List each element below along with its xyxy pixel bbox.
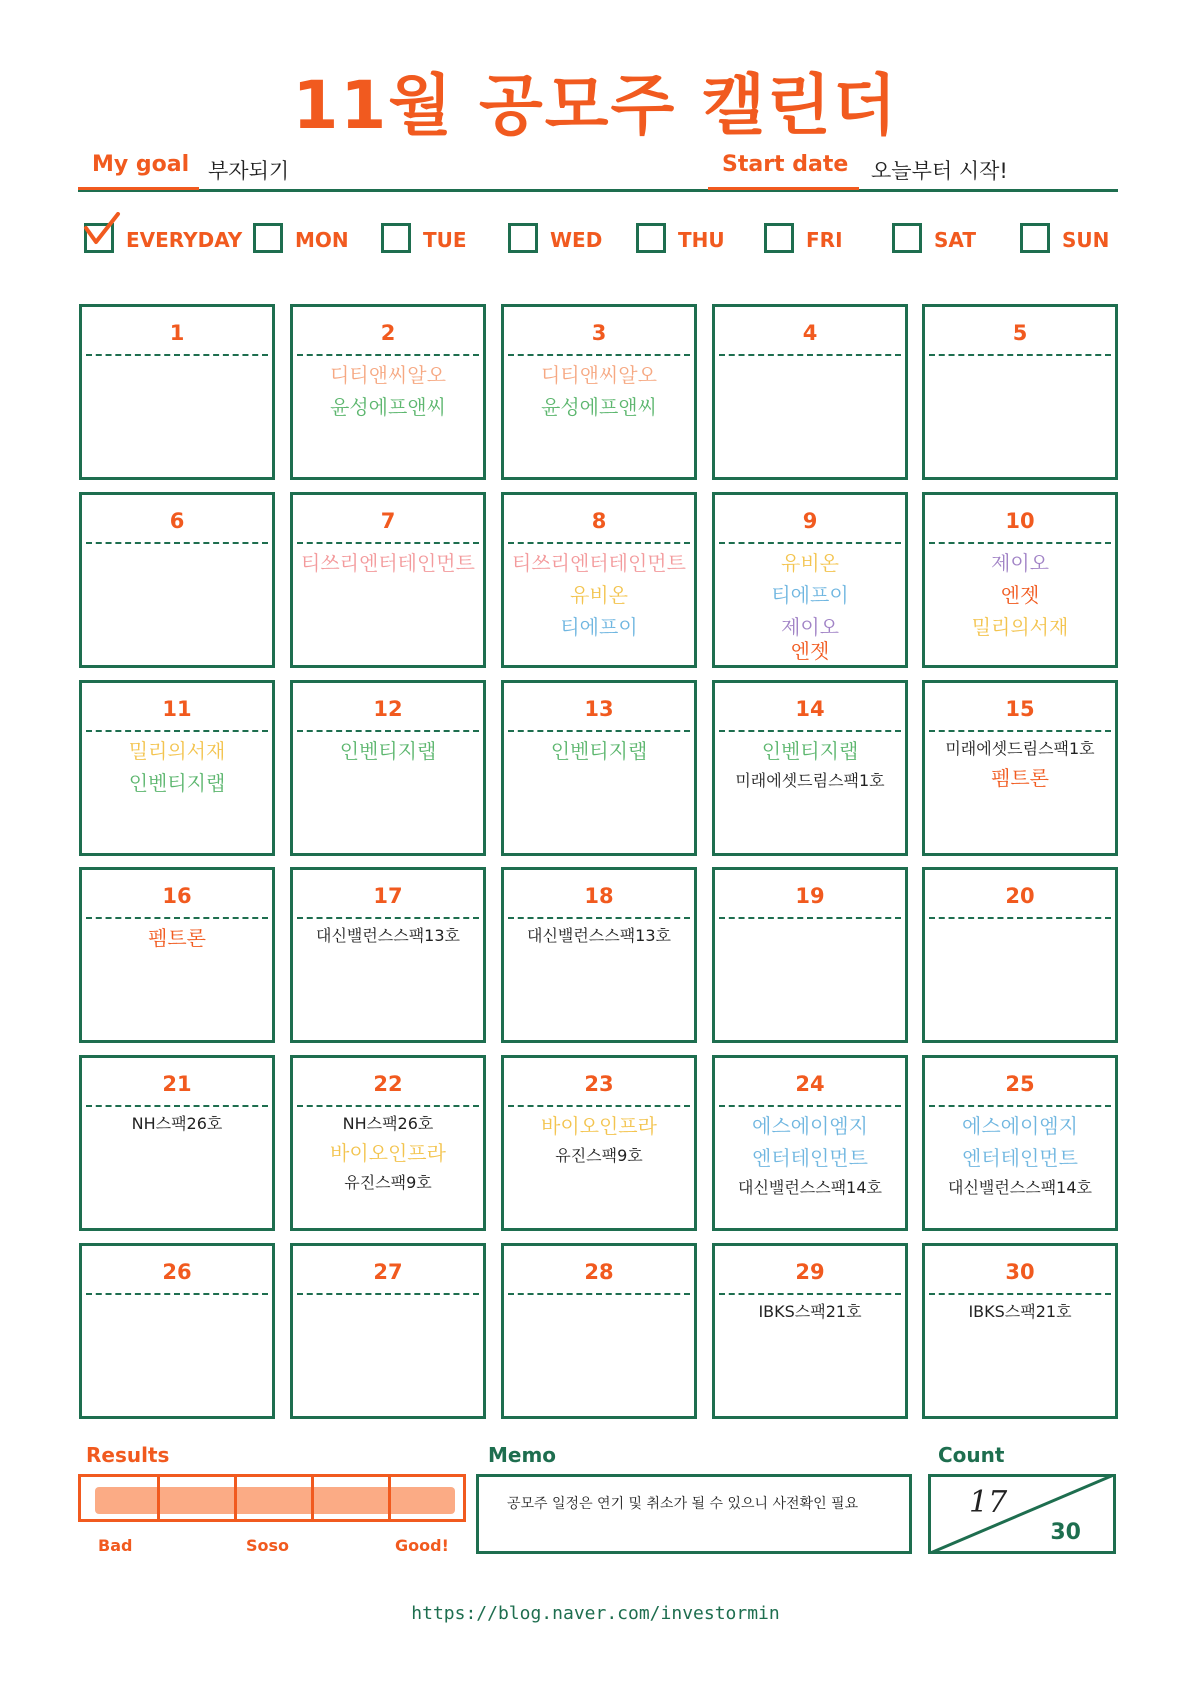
- calendar-day-divider: [719, 1105, 901, 1107]
- calendar-day-cell[interactable]: [712, 1243, 908, 1419]
- calendar-day-divider: [86, 542, 268, 544]
- calendar-event: 윤성에프앤씨: [541, 395, 657, 419]
- calendar-day-cell[interactable]: [501, 492, 697, 668]
- day-checkbox-mon[interactable]: [253, 223, 283, 253]
- calendar-day-cell[interactable]: [922, 492, 1118, 668]
- calendar-event-list: [925, 1114, 1115, 1205]
- start-date-value[interactable]: 오늘부터 시작!: [871, 159, 1008, 183]
- calendar-day-number: 10: [1005, 509, 1035, 533]
- calendar-event-list: [715, 1114, 905, 1205]
- calendar-event-list: [504, 926, 694, 953]
- memo-text: 공모주 일정은 연기 및 취소가 될 수 있으니 사전확인 필요: [507, 1496, 859, 1512]
- calendar-day-number: 8: [591, 509, 607, 533]
- calendar-event: 유진스팩9호: [555, 1146, 643, 1165]
- calendar-day-cell[interactable]: [501, 1055, 697, 1231]
- results-label: Results: [86, 1443, 170, 1467]
- calendar-day-cell[interactable]: [290, 680, 486, 856]
- results-soso-label: Soso: [246, 1536, 290, 1555]
- calendar-event: 인벤티지랩: [339, 739, 437, 763]
- calendar-day-divider: [929, 1105, 1111, 1107]
- calendar-day-number: 11: [162, 697, 192, 721]
- calendar-event-list: [925, 739, 1115, 798]
- calendar-event: 엔젯: [790, 639, 830, 663]
- calendar-day-divider: [86, 917, 268, 919]
- calendar-event: 티에프이: [771, 583, 849, 607]
- calendar-day-number: 7: [380, 509, 396, 533]
- count-value: 17: [969, 1485, 1008, 1520]
- calendar-event: 유비온: [781, 551, 839, 575]
- calendar-event-list: [293, 926, 483, 953]
- calendar-event-list: [715, 739, 905, 798]
- calendar-event-list: [925, 1302, 1115, 1329]
- calendar-event: 바이오인프라: [541, 1114, 657, 1138]
- calendar-event-list: [82, 1114, 272, 1141]
- calendar-day-cell[interactable]: [922, 867, 1118, 1043]
- calendar-day-divider: [719, 730, 901, 732]
- calendar-event: 티쓰리엔터테인먼트: [301, 551, 475, 575]
- start-date-underline-accent: [708, 187, 859, 190]
- calendar-day-divider: [86, 354, 268, 356]
- day-label-mon: MON: [295, 228, 349, 252]
- calendar-day-cell[interactable]: [712, 867, 908, 1043]
- calendar-day-number: 22: [373, 1072, 403, 1096]
- calendar-day-cell[interactable]: [922, 1055, 1118, 1231]
- calendar-event-list: [504, 363, 694, 427]
- calendar-day-number: 25: [1005, 1072, 1035, 1096]
- day-checkbox-fri[interactable]: [764, 223, 794, 253]
- calendar-day-cell[interactable]: [922, 1243, 1118, 1419]
- calendar-event: IBKS스팩21호: [758, 1302, 862, 1321]
- calendar-day-divider: [929, 1293, 1111, 1295]
- calendar-day-cell[interactable]: [501, 1243, 697, 1419]
- day-label-fri: FRI: [806, 228, 843, 252]
- calendar-event-list: [715, 1302, 905, 1329]
- day-checkbox-tue[interactable]: [381, 223, 411, 253]
- calendar-day-cell[interactable]: [290, 1243, 486, 1419]
- calendar-event: 밀리의서재: [971, 615, 1069, 639]
- calendar-event-list: [504, 739, 694, 771]
- calendar-day-number: 6: [169, 509, 185, 533]
- calendar-day-number: 3: [591, 321, 607, 345]
- calendar-day-number: 2: [380, 321, 396, 345]
- calendar-day-number: 19: [795, 884, 825, 908]
- calendar-event: 윤성에프앤씨: [330, 395, 446, 419]
- goal-underline: [78, 189, 1118, 192]
- calendar-event: IBKS스팩21호: [968, 1302, 1072, 1321]
- calendar-event: NH스팩26호: [131, 1114, 223, 1133]
- calendar-day-divider: [86, 730, 268, 732]
- check-mark-icon: [82, 212, 122, 252]
- my-goal-underline-accent: [78, 187, 199, 190]
- calendar-day-cell[interactable]: [79, 304, 275, 480]
- calendar-event-list: [504, 551, 694, 647]
- calendar-day-cell[interactable]: [79, 1243, 275, 1419]
- calendar-day-number: 20: [1005, 884, 1035, 908]
- calendar-event: 인벤티지랩: [128, 771, 226, 795]
- calendar-day-cell[interactable]: [501, 304, 697, 480]
- calendar-day-number: 21: [162, 1072, 192, 1096]
- results-bar[interactable]: [78, 1474, 466, 1522]
- calendar-day-cell[interactable]: [290, 304, 486, 480]
- calendar-day-cell[interactable]: [79, 1055, 275, 1231]
- day-label-tue: TUE: [423, 228, 467, 252]
- my-goal-value[interactable]: 부자되기: [208, 159, 290, 183]
- results-divider: [388, 1477, 391, 1519]
- calendar-day-divider: [297, 354, 479, 356]
- calendar-event: 티에프이: [560, 615, 638, 639]
- calendar-day-number: 12: [373, 697, 403, 721]
- calendar-event-list: [715, 551, 905, 671]
- calendar-day-cell[interactable]: [922, 680, 1118, 856]
- calendar-day-divider: [719, 1293, 901, 1295]
- calendar-day-divider: [297, 730, 479, 732]
- calendar-day-cell[interactable]: [79, 492, 275, 668]
- calendar-day-cell[interactable]: [501, 867, 697, 1043]
- calendar-day-divider: [719, 354, 901, 356]
- my-goal-label: My goal: [92, 152, 190, 177]
- calendar-day-divider: [508, 917, 690, 919]
- calendar-day-divider: [929, 730, 1111, 732]
- calendar-event-list: [293, 551, 483, 583]
- calendar-day-cell[interactable]: [712, 1055, 908, 1231]
- calendar-day-divider: [508, 1293, 690, 1295]
- calendar-event: 펨트론: [991, 766, 1049, 791]
- calendar-day-cell[interactable]: [922, 304, 1118, 480]
- results-bad-label: Bad: [98, 1536, 133, 1555]
- day-label-wed: WED: [550, 228, 603, 252]
- calendar-event: 인벤티지랩: [761, 739, 859, 763]
- calendar-event: 인벤티지랩: [550, 739, 648, 763]
- calendar-event-list: [925, 551, 1115, 647]
- calendar-day-number: 27: [373, 1260, 403, 1284]
- calendar-event: 에스에이엠지: [752, 1114, 868, 1138]
- day-label-sat: SAT: [934, 228, 976, 252]
- memo-box[interactable]: [476, 1474, 912, 1554]
- calendar-day-number: 26: [162, 1260, 192, 1284]
- calendar-event: 엔터테인먼트: [962, 1146, 1078, 1170]
- results-divider: [157, 1477, 160, 1519]
- day-label-everyday: EVERYDAY: [126, 228, 243, 252]
- calendar-day-cell[interactable]: [79, 680, 275, 856]
- calendar-day-number: 1: [169, 321, 185, 345]
- results-fill: [95, 1487, 455, 1514]
- calendar-event: 유비온: [570, 583, 628, 607]
- calendar-day-divider: [508, 730, 690, 732]
- calendar-event: 디티앤씨알오: [330, 363, 446, 387]
- calendar-day-divider: [929, 354, 1111, 356]
- calendar-day-number: 23: [584, 1072, 614, 1096]
- calendar-day-number: 18: [584, 884, 614, 908]
- day-checkbox-thu[interactable]: [636, 223, 666, 253]
- calendar-day-divider: [297, 1105, 479, 1107]
- calendar-day-divider: [508, 1105, 690, 1107]
- day-checkbox-wed[interactable]: [508, 223, 538, 253]
- calendar-day-divider: [86, 1293, 268, 1295]
- calendar-day-number: 15: [1005, 697, 1035, 721]
- calendar-day-number: 30: [1005, 1260, 1035, 1284]
- calendar-event: 바이오인프라: [330, 1141, 446, 1166]
- calendar-event-list: [504, 1114, 694, 1173]
- calendar-event: 에스에이엠지: [962, 1114, 1078, 1138]
- calendar-event: 대신밸런스스팩14호: [737, 1178, 882, 1197]
- memo-label: Memo: [488, 1443, 557, 1467]
- calendar-event: 대신밸런스스팩13호: [526, 926, 671, 945]
- calendar-event-list: [82, 926, 272, 958]
- calendar-day-number: 4: [802, 321, 818, 345]
- start-date-label: Start date: [722, 152, 849, 177]
- calendar-day-divider: [297, 542, 479, 544]
- calendar-event-list: [293, 739, 483, 771]
- calendar-event: 디티앤씨알오: [541, 363, 657, 387]
- calendar-day-cell[interactable]: [290, 1055, 486, 1231]
- calendar-day-number: 9: [802, 509, 818, 533]
- calendar-day-divider: [719, 542, 901, 544]
- calendar-day-cell[interactable]: [712, 680, 908, 856]
- calendar-day-number: 29: [795, 1260, 825, 1284]
- results-divider: [311, 1477, 314, 1519]
- count-box[interactable]: [928, 1474, 1116, 1554]
- calendar-event: 제이오: [991, 551, 1049, 575]
- results-divider: [234, 1477, 237, 1519]
- calendar-day-number: 16: [162, 884, 192, 908]
- calendar-event: 대신밸런스스팩13호: [315, 926, 460, 945]
- calendar-day-cell[interactable]: [501, 680, 697, 856]
- day-checkbox-sun[interactable]: [1020, 223, 1050, 253]
- calendar-day-cell[interactable]: [290, 492, 486, 668]
- calendar-day-cell[interactable]: [79, 867, 275, 1043]
- calendar-event: 제이오: [781, 615, 839, 639]
- calendar-day-number: 5: [1012, 321, 1028, 345]
- calendar-day-cell[interactable]: [290, 867, 486, 1043]
- calendar-day-divider: [929, 917, 1111, 919]
- day-label-sun: SUN: [1062, 228, 1110, 252]
- count-label: Count: [938, 1443, 1005, 1467]
- calendar-event: 미래에셋드림스팩1호: [945, 739, 1095, 758]
- calendar-event: 펨트론: [148, 926, 206, 950]
- calendar-day-number: 13: [584, 697, 614, 721]
- calendar-day-number: 24: [795, 1072, 825, 1096]
- day-label-thu: THU: [678, 228, 725, 252]
- calendar-day-divider: [86, 1105, 268, 1107]
- calendar-day-number: 17: [373, 884, 403, 908]
- calendar-event: 미래에셋드림스팩1호: [735, 771, 885, 790]
- calendar-day-cell[interactable]: [712, 304, 908, 480]
- calendar-event: 티쓰리엔터테인먼트: [512, 551, 686, 575]
- calendar-event: 유진스팩9호: [344, 1173, 432, 1193]
- footer-url[interactable]: https://blog.naver.com/investormin: [411, 1603, 780, 1624]
- calendar-event-list: [293, 363, 483, 427]
- calendar-event: 엔젯: [1000, 583, 1040, 607]
- count-total: 30: [1050, 1520, 1081, 1545]
- calendar-day-cell[interactable]: [712, 492, 908, 668]
- calendar-event-list: [82, 739, 272, 803]
- calendar-day-number: 14: [795, 697, 825, 721]
- calendar-event: 엔터테인먼트: [752, 1146, 868, 1170]
- calendar-day-divider: [508, 354, 690, 356]
- calendar-day-number: 28: [584, 1260, 614, 1284]
- calendar-day-divider: [929, 542, 1111, 544]
- calendar-event-list: [293, 1114, 483, 1200]
- day-checkbox-sat[interactable]: [892, 223, 922, 253]
- calendar-day-divider: [297, 917, 479, 919]
- count-diagonal: [928, 1474, 1116, 1554]
- calendar-event: 대신밸런스스팩14호: [947, 1178, 1092, 1197]
- results-good-label: Good!: [395, 1536, 449, 1555]
- calendar-day-divider: [297, 1293, 479, 1295]
- calendar-day-divider: [508, 542, 690, 544]
- calendar-event: NH스팩26호: [342, 1114, 434, 1133]
- calendar-event: 밀리의서재: [128, 739, 226, 763]
- calendar-day-divider: [719, 917, 901, 919]
- page-title: 11월 공모주 캘린더: [292, 67, 899, 144]
